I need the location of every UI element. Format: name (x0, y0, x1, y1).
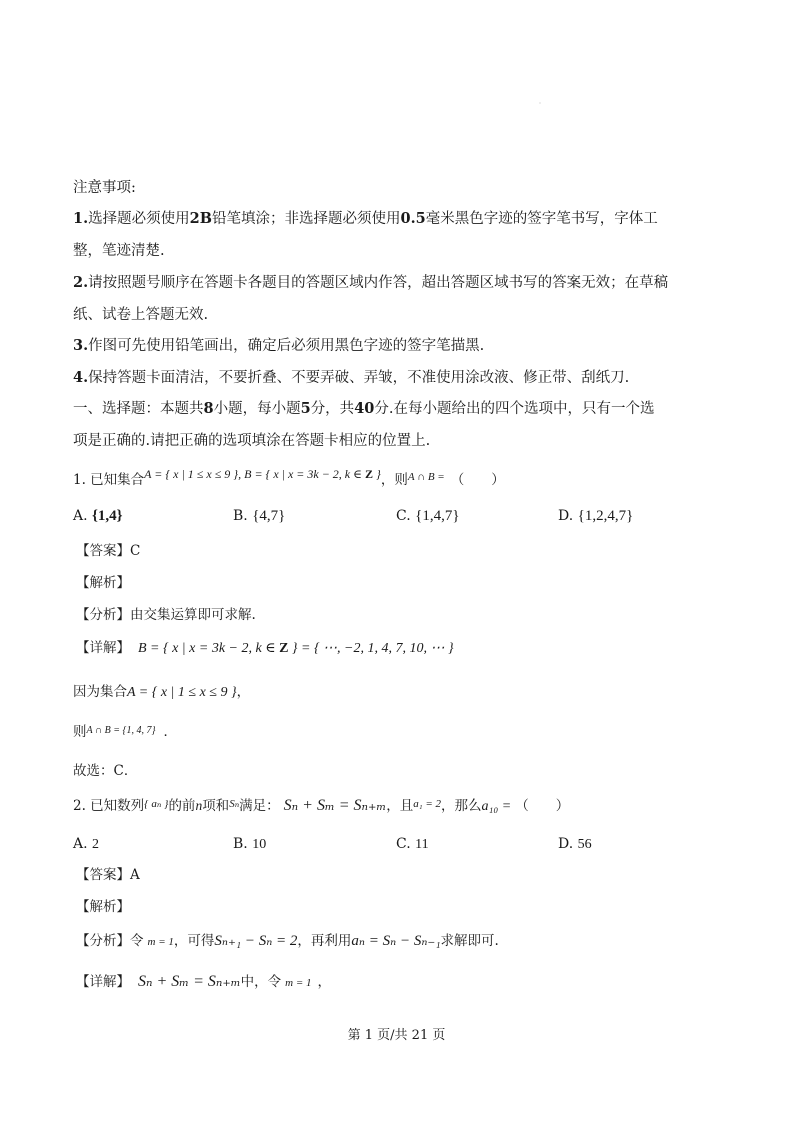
sequence-expr: { aₙ } (144, 798, 169, 810)
q1-option-d (558, 506, 633, 526)
section-bold: 8 (203, 400, 214, 417)
notice-text: 请按照题号顺序在答题卡各题目的答题区域内作答，超出答题区域书写的答案无效；在草稿 (88, 275, 669, 291)
section-bold: 5 (300, 400, 311, 417)
page-footer: 第 1 页/共 21 页 (347, 1028, 446, 1043)
option-value: {4,7} (252, 508, 286, 524)
option-label: C. (396, 508, 411, 524)
a10-expr: a₁₀ = (481, 799, 512, 814)
notice-item-1 (73, 209, 658, 229)
notice-bold: 2B (189, 210, 212, 227)
question-text: 2. 已知数列 (73, 798, 145, 814)
fenxi-text: ，再利用 (297, 933, 352, 949)
notice-bold: 0.5 (400, 210, 426, 227)
q2-option-b (233, 834, 266, 855)
q1-because (73, 682, 250, 703)
an-formula: aₙ = Sₙ − Sₙ₋₁ (351, 933, 441, 949)
section-text: 分，共 (310, 401, 355, 417)
sum-expr: Sₙ (229, 798, 240, 810)
q1-answer: 【答案】C (76, 543, 141, 559)
m-expr: m = 1 (285, 977, 312, 989)
option-label: A. (73, 508, 88, 524)
notice-text: 铅笔填涂；非选择题必须使用 (212, 211, 401, 227)
fenxi-text: 求解即可. (440, 933, 499, 949)
q2-answer: 【答案】A (76, 867, 140, 883)
a1-expr: a₁ = 2 (413, 798, 442, 810)
q1-fenxi: 【分析】由交集运算即可求解. (76, 607, 256, 623)
section-text: 小题，每小题 (213, 401, 301, 417)
then-expr: A ∩ B = {1, 4, 7} (86, 725, 156, 736)
question-text: 项和 (202, 798, 230, 814)
detail-label: 【详解】 (76, 640, 130, 656)
q2-option-a (73, 834, 99, 855)
q1-option-a (73, 506, 123, 526)
notice-item-3 (73, 336, 484, 356)
because-text: 因为集合 (73, 684, 127, 700)
option-value: 56 (577, 837, 592, 852)
fenxi-text: 【分析】令 (76, 933, 144, 949)
question-2-stem (73, 796, 569, 817)
brace-close: } (373, 467, 381, 481)
detail-expr: Sₙ + Sₘ = Sₙ₊ₘ (138, 973, 241, 990)
option-label: D. (558, 508, 574, 524)
notice-item-2 (73, 273, 668, 293)
because-expr: A = { x | 1 ≤ x ≤ 9 } (127, 685, 237, 700)
sum-equation: Sₙ + Sₘ = Sₙ₊ₘ (283, 797, 387, 814)
answer-blank: （ ） (515, 798, 570, 814)
q1-option-c (396, 506, 460, 526)
notice-number: 2. (73, 274, 89, 291)
section-text: 一、选择题：本题共 (73, 401, 204, 417)
q2-fenxi (76, 931, 499, 952)
notice-item-4 (73, 368, 629, 388)
difference-expr: Sₙ₊₁ − Sₙ = 2 (214, 933, 298, 949)
question-text: ，且 (386, 798, 414, 814)
question-text: 满足： (239, 798, 280, 814)
q2-option-d (558, 834, 592, 855)
integer-set-symbol: Z (279, 641, 289, 656)
option-label: D. (558, 836, 574, 852)
question-text: ，则 (380, 472, 408, 488)
option-label: A. (73, 836, 88, 852)
notice-number: 1. (73, 210, 89, 227)
question-text: 1. 已知集合 (73, 472, 145, 488)
option-label: B. (233, 508, 248, 524)
punct: ， (317, 974, 332, 990)
q1-analysis-label: 【解析】 (76, 575, 130, 591)
punct: ． (163, 724, 178, 740)
section-heading (73, 399, 654, 419)
fenxi-text: ，可得 (173, 933, 215, 949)
q2-analysis-label: 【解析】 (76, 899, 130, 915)
set-b-expr: , B = { x | x = 3k − 2, k ∈ (238, 467, 366, 481)
notice-item-1-cont: 整，笔迹清楚. (73, 243, 165, 259)
intersection-expr: A ∩ B = (407, 471, 445, 483)
option-label: B. (233, 836, 248, 852)
option-value: {1,4} (92, 508, 123, 524)
notice-text: 毫米黑色字迹的签字笔书写，字体工 (425, 211, 658, 227)
then-text: 则 (73, 724, 87, 740)
section-bold: 40 (354, 400, 375, 417)
option-value: 10 (252, 837, 267, 852)
notice-text: 保持答题卡面清洁，不要折叠、不要弄破、弄皱，不准使用涂改液、修正带、刮纸刀. (88, 370, 630, 386)
question-text: 的前 (168, 798, 196, 814)
detail-text: 中，令 (240, 974, 282, 990)
q1-choose: 故选：C． (73, 763, 138, 779)
question-text: ，那么 (441, 798, 482, 814)
variable-n: n (195, 798, 203, 813)
integer-set-symbol: Z (365, 467, 374, 481)
q1-option-b (233, 506, 285, 526)
option-label: C. (396, 836, 411, 852)
section-heading-cont: 项是正确的.请把正确的选项填涂在答题卡相应的位置上. (73, 433, 431, 449)
option-value: {1,4,7} (415, 508, 460, 524)
detail-expr-rest: } = { ⋯, −2, 1, 4, 7, 10, ⋯ } (288, 641, 454, 656)
q2-detail (76, 972, 331, 993)
notice-title: 注意事项: (73, 180, 136, 196)
notice-text: 作图可先使用铅笔画出，确定后必须用黑色字迹的签字笔描黑. (88, 338, 485, 354)
option-value: 2 (92, 837, 100, 852)
section-text: 分.在每小题给出的四个选项中，只有一个选 (374, 401, 655, 417)
q2-option-c (396, 834, 429, 855)
m-expr: m = 1 (147, 936, 174, 948)
notice-number: 3. (73, 337, 89, 354)
question-1-stem (73, 467, 505, 491)
notice-item-2-cont: 纸、试卷上答题无效. (73, 307, 209, 323)
answer-blank: （ ） (450, 472, 505, 488)
q1-detail (76, 638, 454, 659)
notice-text: 选择题必须使用 (88, 211, 190, 227)
detail-expr: B = { x | x = 3k − 2, k ∈ (138, 641, 280, 656)
punct: ， (236, 684, 251, 700)
notice-number: 4. (73, 369, 89, 386)
detail-label: 【详解】 (76, 974, 130, 990)
set-a-expr: A = { x | 1 ≤ x ≤ 9 } (144, 467, 239, 481)
option-value: {1,2,4,7} (577, 508, 634, 524)
option-value: 11 (415, 837, 429, 852)
scan-mark (539, 102, 541, 104)
q1-then (73, 722, 177, 744)
